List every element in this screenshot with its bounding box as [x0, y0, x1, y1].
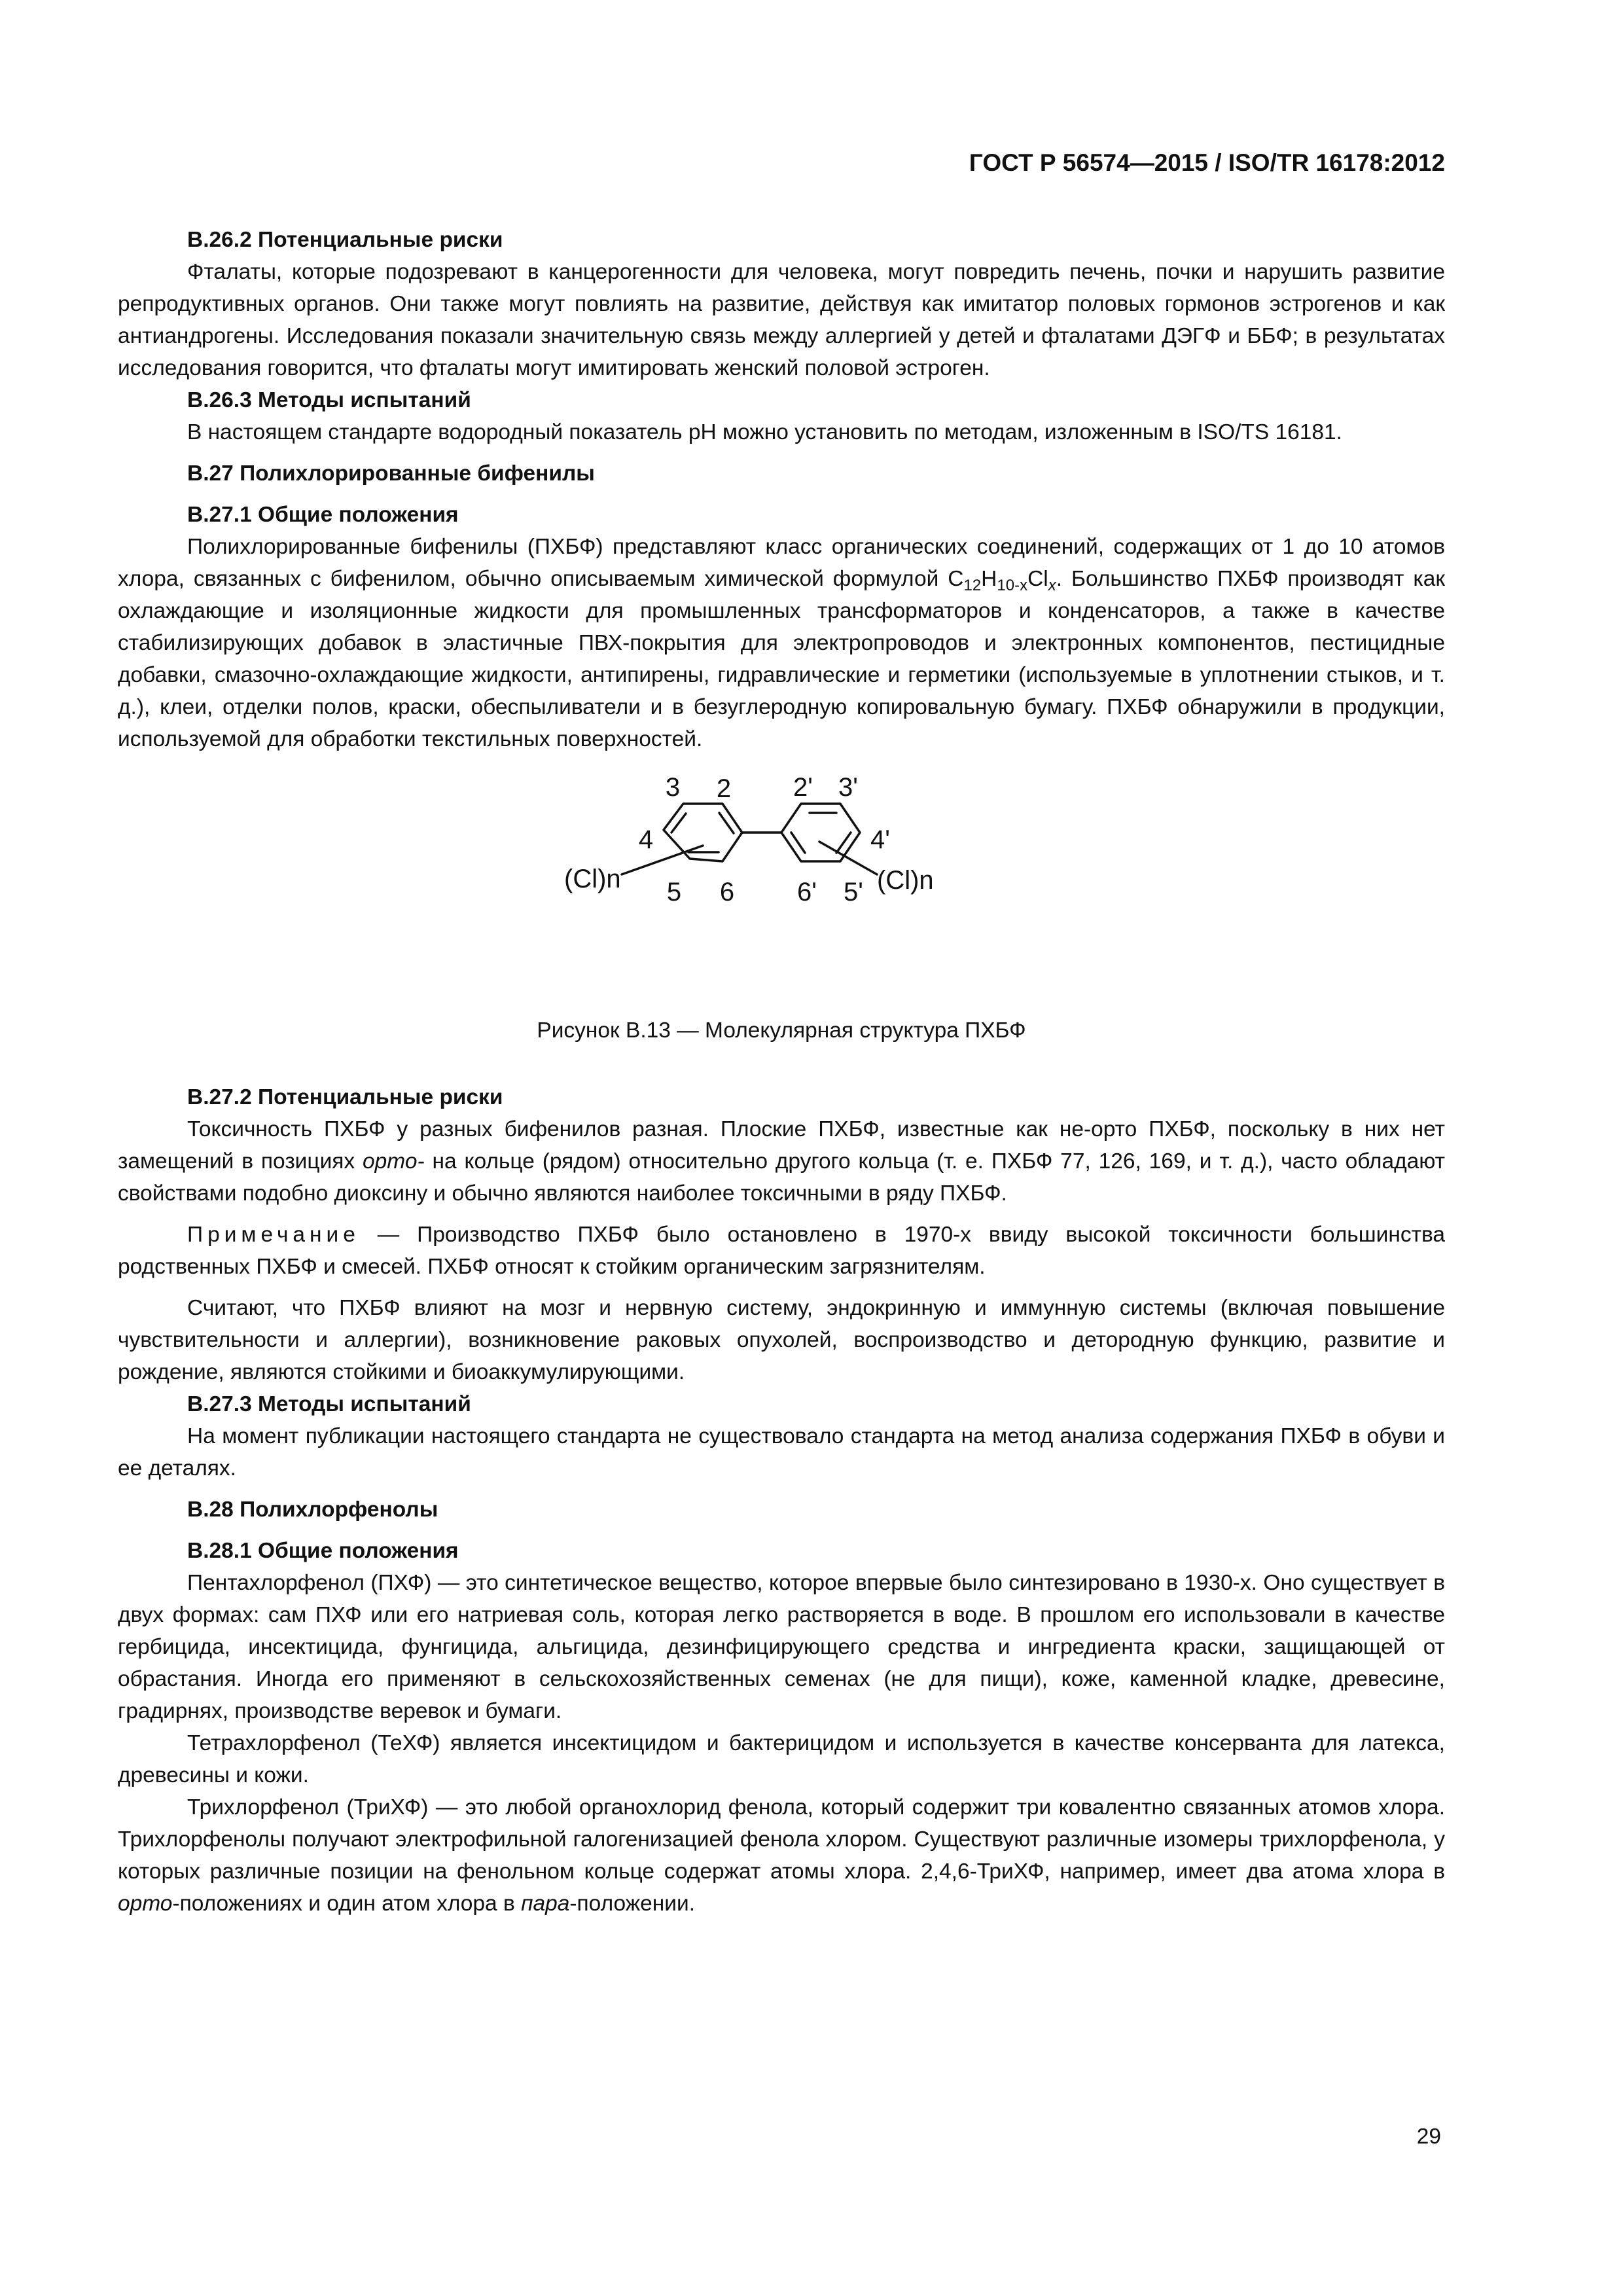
heading-b28: В.28 Полихлорфенолы: [187, 1498, 438, 1522]
paragraph-b28-1-pcp: Пентахлорфенол (ПХФ) — это синтетическое вещество, которое впервые было синтезировано в 1930-х. Оно существует в двух формах: сам ПХФ или его натриевая соль, которая легко растворяется в воде. В прошлом его использовали в качестве гербицида, инсектицида, фунгицида, альгицида, дезинфицирующего средства и ингредиента краски, защищающей от обрастания. Иногда его применяют в сельскохозяйственных семенах (не для пищи), коже, каменной кладке, древесине, градирнях, производстве веревок и бумаги.: [118, 1571, 1445, 1723]
heading-b27-1: В.27.1 Общие положения: [187, 503, 459, 527]
paragraph-b27-3: На момент публикации настоящего стандарта не существовало стандарта на метод анализа содержания ПХБФ в обуви и ее деталях.: [118, 1424, 1445, 1480]
page-content: [118, 224, 1445, 1920]
label-pos-4: 4: [638, 825, 654, 854]
paragraph-b27-2-effects: Считают, что ПХБФ влияют на мозг и нервную систему, эндокринную и иммунную системы (включая повышение чувствительности и аллергии), возникновение раковых опухолей, воспроизводство и детородную функцию, развитие и рождение, являются стойкими и биоаккумулирующими.: [118, 1296, 1445, 1384]
label-pos-2-prime: 2': [793, 776, 813, 802]
label-pos-2: 2: [716, 776, 732, 803]
label-pos-6: 6: [719, 878, 735, 906]
label-pos-4-prime: 4': [870, 825, 890, 854]
label-cl-right: (Cl)n: [877, 866, 934, 895]
label-pos-3-prime: 3': [838, 776, 858, 802]
figure-caption: Рисунок В.13 — Молекулярная структура ПХБФ: [537, 1018, 1026, 1043]
biphenyl-structure-diagram: [558, 776, 1147, 973]
label-pos-6-prime: 6': [797, 878, 817, 906]
pcb-structure-figure: [118, 776, 1445, 1072]
label-pos-5: 5: [666, 878, 682, 906]
paragraph-b26-2: Фталаты, которые подозревают в канцерогенности для человека, могут повредить печень, почки и нарушить развитие репродуктивных органов. Они также могут повлиять на развитие, действуя как имитатор половых гормонов эстрогенов и как антиандрогены. Исследования показали значительную связь между аллергией у детей и фталатами ДЭГФ и ББФ; в результатах исследования говорится, что фталаты могут имитировать женский половой эстроген.: [118, 260, 1445, 380]
heading-b27-2: В.27.2 Потенциальные риски: [187, 1085, 503, 1109]
paragraph-b28-1-tecp: Тетрахлорфенол (ТеХФ) является инсектицидом и бактерицидом и используется в качестве консерванта для латекса, древесины и кожи.: [118, 1731, 1445, 1787]
page-number: 29: [1416, 2125, 1441, 2149]
heading-b26-3: В.26.3 Методы испытаний: [187, 388, 471, 412]
heading-b27-3: В.27.3 Методы испытаний: [187, 1392, 471, 1416]
heading-b28-1: В.28.1 Общие положения: [187, 1539, 459, 1563]
label-pos-3: 3: [665, 776, 681, 802]
paragraph-b27-1: Полихлорированные бифенилы (ПХБФ) представляют класс органических соединений, содержащих от 1 до 10 атомов хлора, связанных с бифенилом, обычно описываемым химической формулой $C_{12}H_{10-x}Cl_x$. Большинство ПХБФ производят как охлаждающие и изоляционные жидкости для промышленных трансформаторов и конденсаторов, а также в качестве стабилизирующих добавок в эластичные ПВХ-покрытия для электропроводов и электронных компонентов, пестицидные добавки, смазочно-охлаждающие жидкости, антипирены, гидравлические и герметики (используемые в уплотнении стыков, и т. д.), клеи, отделки полов, краски, обеспыливатели и в безуглеродную копировальную бумагу. ПХБФ обнаружили в продукции, используемой для обработки текстильных поверхностей.: [118, 535, 1446, 751]
note-label: Примечание: [187, 1223, 360, 1247]
standard-header: ГОСТ Р 56574—2015 / ISO/TR 16178:2012: [969, 149, 1445, 176]
paragraph-b27-2-toxicity: Токсичность ПХБФ у разных бифенилов разная. Плоские ПХБФ, известные как не-орто ПХБФ, поскольку в них нет замещений в позициях орто- на кольце (рядом) относительно другого кольца (т. е. ПХБФ 77, 126, 169, и т. д.), часто обладают свойствами подобно диоксину и обычно являются наиболее токсичными в ряду ПХБФ.: [118, 1117, 1445, 1206]
paragraph-b28-1-tcp: Трихлорфенол (ТриХФ) — это любой органохлорид фенола, который содержит три ковалентно связанных атомов хлора. Трихлорфенолы получают электрофильной галогенизацией фенола хлором. Существуют различные изомеры трихлорфенола, у которых различные позиции на фенольном кольце содержат атомы хлора. 2,4,6-ТриХФ, например, имеет два атома хлора в орто-положениях и один атом хлора в пара-положении.: [118, 1795, 1445, 1916]
label-pos-5-prime: 5': [844, 878, 863, 906]
paragraph-b26-3: В настоящем стандарте водородный показатель pH можно установить по методам, изложенным в ISO/TS 16181.: [187, 420, 1342, 444]
heading-b27: В.27 Полихлорированные бифенилы: [187, 461, 595, 486]
note-paragraph: Примечание — Производство ПХБФ было остановлено в 1970-х ввиду высокой токсичности большинства родственных ПХБФ и смесей. ПХБФ относят к стойким органическим загрязнителям.: [118, 1223, 1445, 1279]
heading-b26-2: В.26.2 Потенциальные риски: [187, 228, 503, 252]
label-cl-left: (Cl)n: [564, 865, 621, 893]
